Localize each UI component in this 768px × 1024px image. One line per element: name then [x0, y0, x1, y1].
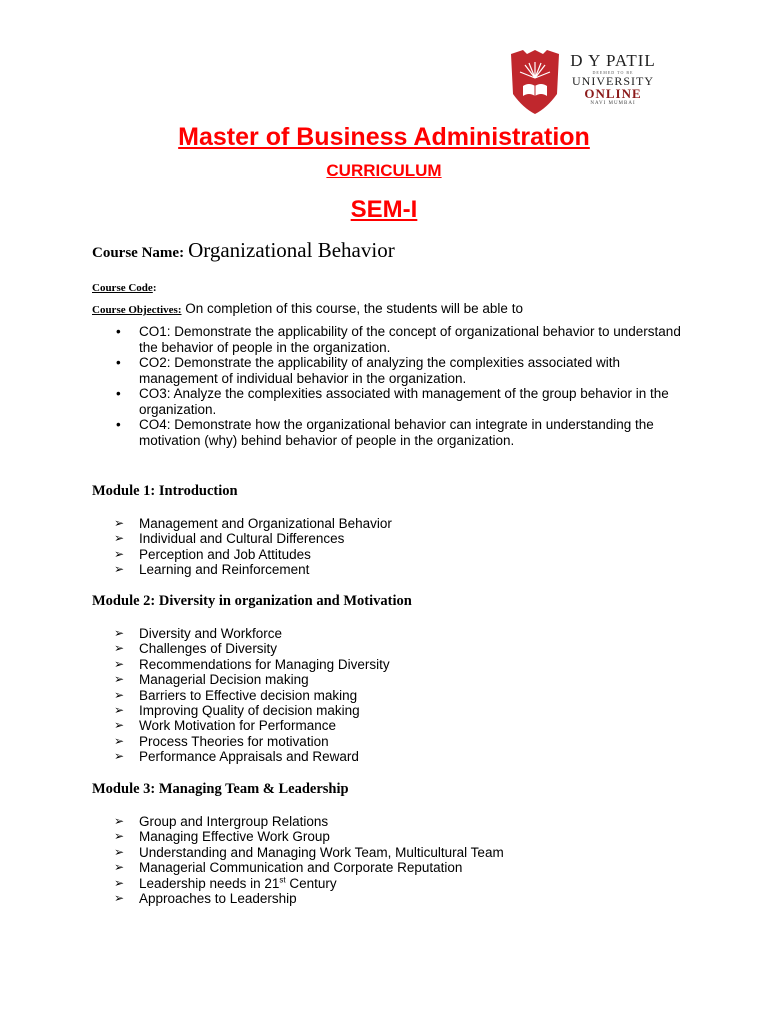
arrow-bullet-icon: ➢: [114, 718, 125, 733]
module-1-title: Module 1: Introduction: [92, 483, 238, 499]
arrow-bullet-icon: ➢: [114, 656, 125, 671]
arrow-bullet-icon: ➢: [114, 733, 125, 748]
arrow-bullet-icon: ➢: [114, 844, 125, 859]
module-3-list: [92, 814, 504, 906]
list-item: ➢ Approaches to Leadership: [114, 891, 297, 907]
list-item: ➢ Group and Intergroup Relations: [114, 814, 329, 829]
arrow-bullet-icon: ➢: [114, 626, 125, 640]
list-item: ➢ Challenges of Diversity: [114, 641, 278, 657]
module-1-list: [92, 516, 392, 578]
shield-emblem-icon: [507, 48, 563, 116]
list-item: ➢ Managerial Communication and Corporate Reputation: [114, 860, 463, 876]
module-2-title: Module 2: Diversity in organization and Motivation: [92, 593, 412, 609]
logo-university: UNIVERSITY: [572, 74, 654, 88]
arrow-bullet-icon: ➢: [114, 703, 125, 718]
bullet-icon: •: [116, 417, 121, 432]
arrow-bullet-icon: ➢: [114, 672, 125, 687]
objectives-list: [92, 324, 692, 448]
list-item: ➢ Learning and Reinforcement: [114, 562, 310, 578]
arrow-bullet-icon: ➢: [114, 687, 125, 702]
arrow-bullet-icon: ➢: [114, 860, 125, 875]
arrow-bullet-icon: ➢: [114, 814, 125, 828]
module-3-title: Module 3: Managing Team & Leadership: [92, 781, 349, 797]
course-objectives: [92, 301, 523, 316]
semester-heading: SEM-I: [350, 196, 418, 223]
list-item: ➢ Performance Appraisals and Reward: [114, 749, 359, 765]
list-item: ➢ Management and Organizational Behavior: [114, 516, 392, 531]
superscript: st: [279, 875, 286, 885]
logo-location: NAVI MUMBAI: [590, 101, 636, 106]
list-item: ➢ Improving Quality of decision making: [114, 703, 360, 719]
list-item: ➢ Process Theories for motivation: [114, 733, 329, 749]
course-name: [92, 238, 395, 263]
objective-item: • CO4: Demonstrate how the organizational behavior can integrate in understanding the motivation (why) behind behavior of people in the organization.: [116, 417, 654, 448]
logo-name: D Y PATIL: [570, 51, 656, 70]
course-objectives-intro: On completion of this course, the students will be able to: [181, 301, 523, 316]
bullet-icon: •: [116, 324, 121, 339]
objective-item: • CO2: Demonstrate the applicability of analyzing the complexities associated with management of individual behavior in the organization.: [116, 355, 620, 386]
module-2-list: [92, 626, 390, 765]
list-item: ➢ Individual and Cultural Differences: [114, 531, 345, 547]
list-item: ➢ Barriers to Effective decision making: [114, 687, 358, 703]
page-title: Master of Business Administration: [178, 123, 590, 151]
arrow-bullet-icon: ➢: [114, 531, 125, 546]
list-item: ➢ Managing Effective Work Group: [114, 829, 330, 845]
logo-tagline: DEEMED TO BE: [592, 70, 634, 75]
logo-online: ONLINE: [584, 86, 642, 101]
objective-item: • CO1: Demonstrate the applicability of the concept of organizational behavior to understand the behavior of people in the organization.: [116, 324, 681, 355]
arrow-bullet-icon: ➢: [114, 641, 125, 656]
bullet-icon: •: [116, 386, 121, 401]
arrow-bullet-icon: ➢: [114, 516, 125, 530]
list-item: ➢ Perception and Job Attitudes: [114, 546, 311, 562]
course-objectives-label: Course Objectives:: [92, 304, 182, 316]
course-name-value: Organizational Behavior: [188, 238, 395, 262]
list-item: ➢ Leadership needs in 21st Century: [114, 875, 337, 891]
course-code: [92, 278, 156, 296]
list-item: ➢ Diversity and Workforce: [114, 626, 283, 641]
university-logo: [507, 48, 659, 116]
course-name-label: Course Name:: [92, 245, 185, 261]
list-item: ➢ Work Motivation for Performance: [114, 718, 337, 734]
arrow-bullet-icon: ➢: [114, 546, 125, 561]
arrow-bullet-icon: ➢: [114, 749, 125, 764]
course-code-label: Course Code: [92, 282, 153, 294]
bullet-icon: •: [116, 355, 121, 370]
arrow-bullet-icon: ➢: [114, 562, 125, 577]
list-item: ➢ Managerial Decision making: [114, 672, 309, 688]
curriculum-heading: CURRICULUM: [326, 161, 442, 180]
course-code-colon: :: [152, 282, 157, 294]
list-item: ➢ Understanding and Managing Work Team, Multicultural Team: [114, 844, 504, 860]
arrow-bullet-icon: ➢: [114, 891, 125, 906]
arrow-bullet-icon: ➢: [114, 829, 125, 844]
objective-item: • CO3: Analyze the complexities associated with management of the group behavior in the organization.: [116, 386, 669, 417]
arrow-bullet-icon: ➢: [114, 875, 125, 890]
list-item: ➢ Recommendations for Managing Diversity: [114, 656, 390, 672]
